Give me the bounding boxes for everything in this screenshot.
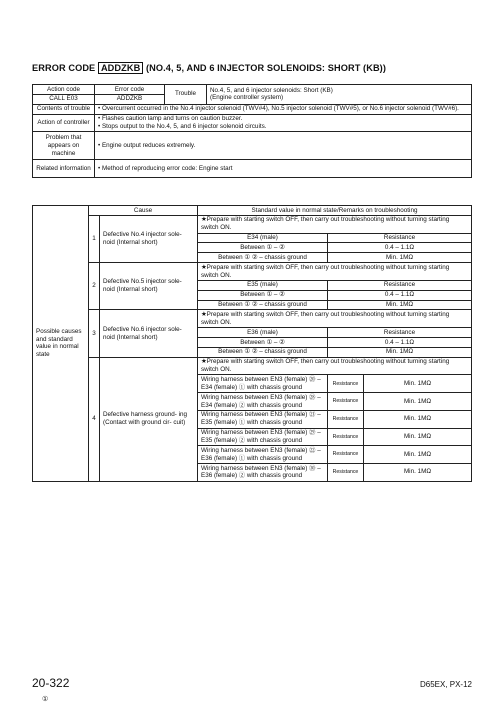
contents-value	[95, 104, 472, 114]
measure-value: Min. 1MΩ	[328, 347, 472, 357]
measure-point: Between ① ② – chassis ground	[198, 300, 328, 310]
cause-number: 4	[89, 357, 100, 481]
resistance-label: Resistance	[328, 375, 364, 393]
problem-line: • Engine output reduces extremely.	[98, 142, 468, 150]
cause-header: Cause	[89, 206, 198, 216]
harness-check: Wiring harness between EN3 (female) ㉚ – E36 (female) ② with chassis ground	[198, 464, 328, 482]
action-line-1: • Flashes caution lamp and turns on caution buzzer.	[98, 115, 468, 123]
resistance-label: Resistance	[328, 393, 364, 411]
measure-value: 0.4 – 1.1Ω	[328, 290, 472, 300]
trouble-label: Trouble	[165, 85, 207, 105]
cause-text: Defective No.4 injector sole- noid (Internal short)	[100, 215, 198, 262]
connector-label: E35 (male)	[198, 280, 328, 290]
prepare-note: ★Prepare with starting switch OFF, then carry out troubleshooting without turning starting switch ON.	[198, 215, 472, 233]
action-value	[95, 114, 472, 132]
measure-point: Between ① ② – chassis ground	[198, 347, 328, 357]
resistance-header: Resistance	[328, 280, 472, 290]
page-number: 20-322	[32, 676, 70, 690]
harness-value: Min. 1MΩ	[364, 375, 472, 393]
contents-label: Contents of trouble	[33, 104, 95, 114]
page-title	[32, 63, 386, 73]
action-label: Action of controller	[33, 114, 95, 132]
harness-value: Min. 1MΩ	[364, 446, 472, 464]
measure-point: Between ① – ②	[198, 243, 328, 253]
measure-point: Between ① – ②	[198, 290, 328, 300]
resistance-label: Resistance	[328, 446, 364, 464]
harness-value: Min. 1MΩ	[364, 464, 472, 482]
action-line-2: • Stops output to the No.4, 5, and 6 injector solenoid circuits.	[98, 123, 468, 131]
cause-text: Defective harness ground- ing (Contact with ground cir- cuit)	[100, 357, 198, 481]
error-code-label: Error code	[95, 85, 165, 95]
causes-table	[32, 205, 472, 482]
measure-value: 0.4 – 1.1Ω	[328, 243, 472, 253]
related-value	[95, 160, 472, 178]
harness-check: Wiring harness between EN3 (female) ㉘ – E34 (female) ② with chassis ground	[198, 393, 328, 411]
revision-mark: ①	[42, 696, 49, 703]
possible-causes-label: Possible causes and standard value in normal state	[33, 206, 89, 482]
trouble-description	[207, 85, 472, 105]
related-label: Related information	[33, 160, 95, 178]
problem-value	[95, 132, 472, 160]
problem-label: Problem that appears on machine	[33, 132, 95, 160]
harness-value: Min. 1MΩ	[364, 393, 472, 411]
harness-value: Min. 1MΩ	[364, 410, 472, 428]
action-code-label: Action code	[33, 85, 95, 95]
measure-value: Min. 1MΩ	[328, 300, 472, 310]
action-code-value: CALL E03	[33, 94, 95, 104]
resistance-label: Resistance	[328, 410, 364, 428]
harness-value: Min. 1MΩ	[364, 428, 472, 446]
cause-number: 3	[89, 310, 100, 357]
resistance-header: Resistance	[328, 328, 472, 338]
model-name: D65EX, PX-12	[419, 680, 472, 689]
title-suffix: (NO.4, 5, AND 6 INJECTOR SOLENOIDS: SHORT (KB))	[145, 63, 387, 73]
prepare-note: ★Prepare with starting switch OFF, then carry out troubleshooting without turning starting switch ON.	[198, 310, 472, 328]
contents-line: • Overcurrent occurred in the No.4 injector solenoid (TWV#4), No.5 injector solenoid (TWV#5), or No.6 injector solenoid (TWV#6).	[98, 105, 468, 113]
trouble-line-2: (Engine controller system)	[210, 94, 284, 102]
resistance-header: Resistance	[328, 233, 472, 243]
cause-number: 1	[89, 215, 100, 262]
measure-value: Min. 1MΩ	[328, 253, 472, 263]
cause-number: 2	[89, 263, 100, 310]
cause-text: Defective No.6 injector sole- noid (Internal short)	[100, 310, 198, 357]
error-code-value: ADDZKB	[95, 94, 165, 104]
resistance-label: Resistance	[328, 428, 364, 446]
related-line: • Method of reproducing error code: Engine start	[98, 165, 468, 173]
measure-point: Between ① ② – chassis ground	[198, 253, 328, 263]
harness-check: Wiring harness between EN3 (female) ㉙ – E35 (female) ② with chassis ground	[198, 428, 328, 446]
error-code-box: ADDZKB	[98, 62, 143, 74]
harness-check: Wiring harness between EN3 (female) ㉑ – E35 (female) ① with chassis ground	[198, 410, 328, 428]
cause-text: Defective No.5 injector sole- noid (Internal short)	[100, 263, 198, 310]
trouble-line-1: No.4, 5, and 6 injector solenoids: Short (KB)	[210, 86, 333, 94]
prepare-note: ★Prepare with starting switch OFF, then carry out troubleshooting without turning starting switch ON.	[198, 263, 472, 281]
error-summary-table	[32, 84, 472, 178]
title-prefix: ERROR CODE	[32, 63, 96, 73]
connector-label: E34 (male)	[198, 233, 328, 243]
resistance-label: Resistance	[328, 464, 364, 482]
harness-check: Wiring harness between EN3 (female) ㉒ – E36 (female) ① with chassis ground	[198, 446, 328, 464]
prepare-note: ★Prepare with starting switch OFF, then carry out troubleshooting without turning starting switch ON.	[198, 357, 472, 375]
measure-value: 0.4 – 1.1Ω	[328, 338, 472, 348]
measure-point: Between ① – ②	[198, 338, 328, 348]
connector-label: E36 (male)	[198, 328, 328, 338]
standard-header: Standard value in normal state/Remarks on troubleshooting	[198, 206, 472, 216]
harness-check: Wiring harness between EN3 (female) ⑳ – E34 (female) ① with chassis ground	[198, 375, 328, 393]
